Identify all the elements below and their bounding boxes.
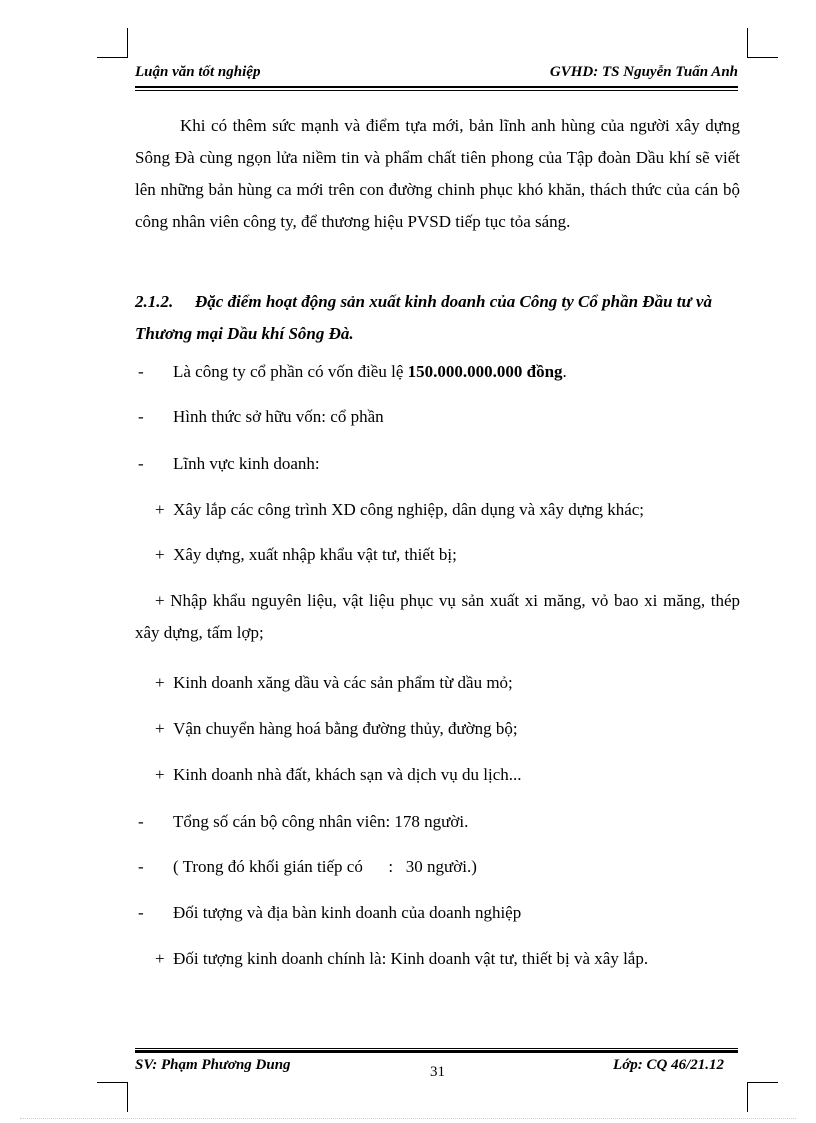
- staff-total-text: Tổng số cán bộ công nhân viên: 178 người.: [173, 812, 469, 831]
- footer-class: Lớp: CQ 46/21.12: [613, 1057, 724, 1073]
- dash-marker: -: [138, 857, 144, 876]
- dash-marker: -: [138, 454, 144, 473]
- page-number: 31: [430, 1064, 445, 1080]
- plus-marker: +: [155, 545, 165, 564]
- section-title: Đặc điểm hoạt động sản xuất kinh doanh của Công ty Cổ phần Đầu tư và Thương mại Dầu khí Sông Đà.: [135, 292, 712, 343]
- header-advisor: GVHD: TS Nguyễn Tuấn Anh: [549, 64, 738, 80]
- crop-mark: [97, 1082, 127, 1083]
- header-rule-thick: [135, 86, 738, 88]
- capital-value: 150.000.000.000 đồng: [407, 362, 563, 381]
- sub-item-real-estate: + Kinh doanh nhà đất, khách sạn và dịch vụ du lịch...: [155, 765, 522, 784]
- dash-marker: -: [138, 903, 144, 922]
- page-header: [135, 62, 738, 84]
- page-bottom-border: [20, 1118, 796, 1119]
- header-rule-thin: [135, 90, 738, 91]
- sub-item-raw-materials: + Nhập khẩu nguyên liệu, vật liệu phục vụ sản xuất xi măng, vỏ bao xi măng, thép xây dựng, tấm lợp;: [135, 591, 741, 642]
- sub-item-petroleum: + Kinh doanh xăng dầu và các sản phẩm từ dầu mỏ;: [155, 673, 513, 692]
- capital-prefix: Là công ty cổ phần có vốn điều lệ: [173, 362, 408, 381]
- crop-mark: [747, 28, 748, 58]
- header-thesis-title: Luận văn tốt nghiệp: [135, 64, 261, 80]
- section-heading: [135, 286, 740, 350]
- crop-mark: [97, 57, 127, 58]
- footer-student-name: SV: Phạm Phương Dung: [135, 1057, 291, 1073]
- footer-rule-thin: [135, 1048, 738, 1049]
- crop-mark: [127, 28, 128, 58]
- section-number: 2.1.2.: [135, 292, 174, 311]
- plus-marker: +: [155, 591, 165, 610]
- target-text: Đối tượng và địa bàn kinh doanh của doanh nghiệp: [173, 903, 522, 922]
- crop-mark: [747, 1082, 748, 1112]
- plus-marker: +: [155, 500, 165, 519]
- dash-marker: -: [138, 812, 144, 831]
- capital-suffix: .: [562, 362, 567, 381]
- intro-paragraph: Khi có thêm sức mạnh và điểm tựa mới, bản lĩnh anh hùng của người xây dựng Sông Đà cùng ngọn lửa niềm tin và phẩm chất tiên phong của Tập đoàn Dầu khí sẽ viết lên những bản hùng ca mới trên con đường chinh phục khó khăn, thách thức của cán bộ công nhân viên công ty, để thương hiệu PVSD tiếp tục tỏa sáng.: [135, 116, 740, 231]
- sub-item-transport: + Vận chuyển hàng hoá bằng đường thủy, đường bộ;: [155, 719, 518, 738]
- crop-mark: [748, 57, 778, 58]
- plus-marker: +: [155, 949, 165, 968]
- sub-item-construction: + Xây lắp các công trình XD công nghiệp, dân dụng và xây dựng khác;: [155, 500, 645, 519]
- business-field-text: Lĩnh vực kinh doanh:: [173, 454, 320, 473]
- plus-marker: +: [155, 673, 165, 692]
- plus-marker: +: [155, 765, 165, 784]
- staff-indirect-text: ( Trong đó khối gián tiếp có : 30 người.): [173, 857, 477, 876]
- sub-item-import-export: + Xây dựng, xuất nhập khẩu vật tư, thiết bị;: [155, 545, 457, 564]
- sub-item-main-business: + Đối tượng kinh doanh chính là: Kinh doanh vật tư, thiết bị và xây lắp.: [155, 949, 649, 968]
- dash-marker: -: [138, 362, 144, 381]
- crop-mark: [127, 1082, 128, 1112]
- crop-mark: [748, 1082, 778, 1083]
- dash-marker: -: [138, 407, 144, 426]
- ownership-text: Hình thức sở hữu vốn: cổ phần: [173, 407, 384, 426]
- plus-marker: +: [155, 719, 165, 738]
- footer-rule-thick: [135, 1050, 738, 1053]
